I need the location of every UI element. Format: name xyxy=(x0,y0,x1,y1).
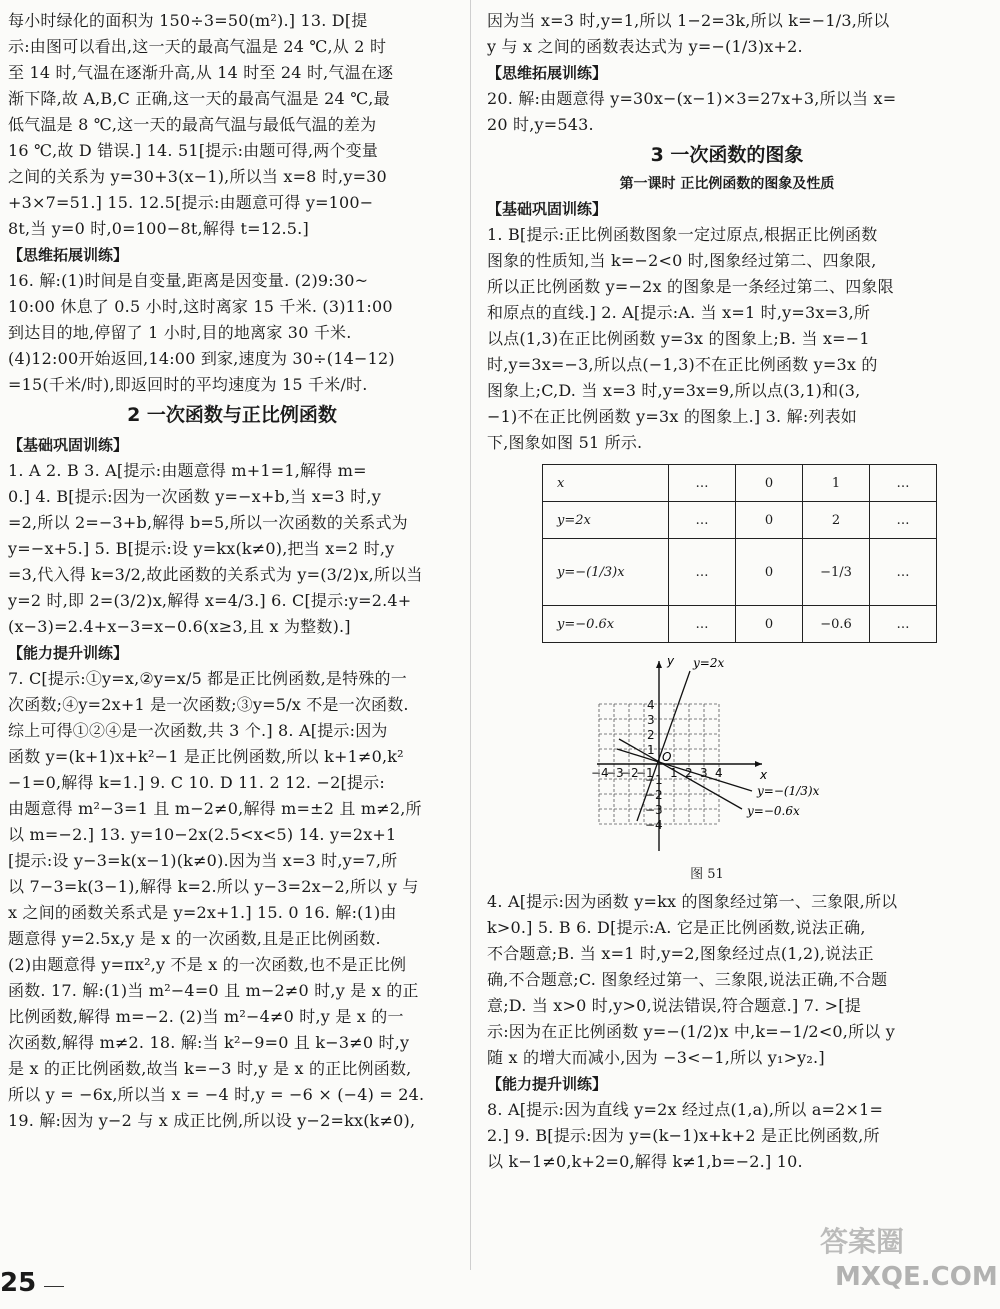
table-cell: x xyxy=(543,465,669,502)
table-cell: … xyxy=(669,539,736,606)
text-line: 渐下降,故 A,B,C 正确,这一天的最高气温是 24 ℃,最 xyxy=(8,89,390,108)
text-line: 低气温是 8 ℃,这一天的最高气温与最低气温的差为 xyxy=(8,115,377,134)
table-cell: y=−0.6x xyxy=(543,606,669,643)
table-row xyxy=(543,502,937,539)
text-line: =15(千米/时),即返回时的平均速度为 15 千米/时. xyxy=(8,375,368,394)
text-line: 所以正比例函数 y=−2x 的图象是一条经过第二、四象限 xyxy=(487,277,894,296)
right-block-3 xyxy=(487,222,967,456)
table-cell: 0 xyxy=(736,539,803,606)
text-line: 16. 解:(1)时间是自变量,距离是因变量. (2)9:30~ xyxy=(8,271,369,290)
section-heading: 2 一次函数与正比例函数 xyxy=(127,404,337,426)
text-line: 和原点的直线.] 2. A[提示:A. 当 x=1 时,y=3x=3,所 xyxy=(487,303,871,322)
text-line: 比例函数,解得 m=−2. (2)当 m²−4≠0 时,y 是 x 的一 xyxy=(8,1007,404,1026)
text-line: 由题意得 m²−3=1 且 m−2≠0,解得 m=±2 且 m≠2,所 xyxy=(8,799,422,818)
table-cell: y=−(1/3)x xyxy=(543,539,669,606)
lesson-heading: 第一课时 正比例函数的图象及性质 xyxy=(619,176,835,192)
text-line: 以 k−1≠0,k+2=0,解得 k≠1,b=−2.] 10. xyxy=(487,1152,803,1171)
left-block-1 xyxy=(8,8,456,242)
y-tick-label: 4 xyxy=(647,698,655,712)
table-cell: … xyxy=(870,465,937,502)
text-line: 到达目的地,停留了 1 小时,目的地离家 30 千米. xyxy=(8,323,352,342)
text-line: −1)不在正比例函数 y=3x 的图象上.] 3. 解:列表如 xyxy=(487,407,858,426)
text-line: 确,不合题意;C. 图象经过第一、三象限,说法正确,不合题 xyxy=(487,970,888,989)
table-cell: 1 xyxy=(803,465,870,502)
table-cell: … xyxy=(870,606,937,643)
text-line: 至 14 时,气温在逐渐升高,从 14 时至 24 时,气温在逐 xyxy=(8,63,394,82)
text-line: 19. 解:因为 y−2 与 x 成正比例,所以设 y−2=kx(k≠0), xyxy=(8,1111,416,1130)
text-line: 函数. 17. 解:(1)当 m²−4=0 且 m−2≠0 时,y 是 x 的正 xyxy=(8,981,419,1000)
y-tick-label: 3 xyxy=(647,713,655,727)
text-line: 不合题意;B. 当 x=1 时,y=2,图象经过点(1,2),说法正 xyxy=(487,944,874,963)
text-line: k>0.] 5. B 6. D[提示:A. 它是正比例函数,说法正确, xyxy=(487,918,866,937)
y-tick-label: 2 xyxy=(647,728,655,742)
text-line: 8. A[提示:因为直线 y=2x 经过点(1,a),所以 a=2×1= xyxy=(487,1100,884,1119)
table-row xyxy=(543,465,937,502)
text-line: 之间的关系为 y=30+3(x−1),所以当 x=8 时,y=30 xyxy=(8,167,387,186)
x-tick-label: 2 xyxy=(685,766,693,780)
text-line: 次函数;④y=2x+1 是一次函数;③y=5/x 不是一次函数. xyxy=(8,695,409,714)
y-tick-label: −2 xyxy=(645,788,663,802)
section-label-thinking: 【思维拓展训练】 xyxy=(8,246,129,264)
text-line: 次函数,解得 m≠2. 18. 解:当 k²−9=0 且 k−3≠0 时,y xyxy=(8,1033,410,1052)
table-row xyxy=(543,606,937,643)
y-tick-label: −4 xyxy=(645,818,663,832)
text-line: 8t,当 y=0 时,0=100−8t,解得 t=12.5.] xyxy=(8,219,309,238)
graph-svg xyxy=(557,651,857,861)
y-axis-arrow xyxy=(656,661,662,668)
x-axis-arrow xyxy=(755,761,762,767)
text-line: 每小时绿化的面积为 150÷3=50(m²).] 13. D[提 xyxy=(8,11,368,30)
table-cell: 0 xyxy=(736,502,803,539)
right-block-1 xyxy=(487,8,967,60)
table-cell: … xyxy=(669,606,736,643)
table-row xyxy=(543,539,937,606)
table-cell: 0 xyxy=(736,465,803,502)
text-line: 函数 y=(k+1)x+k²−1 是正比例函数,所以 k+1≠0,k² xyxy=(8,747,404,766)
text-line: 随 x 的增大而减小,因为 −3<−1,所以 y₁>y₂.] xyxy=(487,1048,825,1067)
text-line: 因为当 x=3 时,y=1,所以 1−2=3k,所以 k=−1/3,所以 xyxy=(487,11,890,30)
text-line: −1=0,解得 k=1.] 9. C 10. D 11. 2 12. −2[提示: xyxy=(8,773,385,792)
left-block-2 xyxy=(8,268,456,398)
table-cell: … xyxy=(870,539,937,606)
table-cell: −1/3 xyxy=(803,539,870,606)
section-label-ability: 【能力提升训练】 xyxy=(8,644,129,662)
figure-caption: 图 51 xyxy=(690,867,724,882)
line-label-neg-third: y=−(1/3)x xyxy=(757,784,820,798)
text-line: 所以 y = −6x,所以当 x = −4 时,y = −6 × (−4) = 24. xyxy=(8,1085,425,1104)
table-cell: … xyxy=(870,502,937,539)
x-tick-label: −3 xyxy=(606,766,624,780)
text-line: 4. A[提示:因为函数 y=kx 的图象经过第一、三象限,所以 xyxy=(487,892,898,911)
section-label-thinking: 【思维拓展训练】 xyxy=(487,64,608,82)
section-heading: 3 一次函数的图象 xyxy=(650,144,804,166)
text-line: 2.] 9. B[提示:因为 y=(k−1)x+k+2 是正比例函数,所 xyxy=(487,1126,880,1145)
text-line: [提示:设 y−3=k(x−1)(k≠0).因为当 x=3 时,y=7,所 xyxy=(8,851,398,870)
y-tick-label: −3 xyxy=(645,803,663,817)
section-label-basic: 【基础巩固训练】 xyxy=(8,436,129,454)
watermark-url: MXQE.COM xyxy=(835,1262,998,1292)
x-axis-label: x xyxy=(760,768,768,782)
line-label-2x: y=2x xyxy=(693,656,725,670)
text-line: 1. B[提示:正比例函数图象一定过原点,根据正比例函数 xyxy=(487,225,878,244)
text-line: 综上可得①②④是一次函数,共 3 个.] 8. A[提示:因为 xyxy=(8,721,388,740)
text-line: 20 时,y=543. xyxy=(487,115,594,134)
table-cell: … xyxy=(669,502,736,539)
text-line: 示:由图可以看出,这一天的最高气温是 24 ℃,从 2 时 xyxy=(8,37,387,56)
text-line: 10:00 休息了 0.5 小时,这时离家 15 千米. (3)11:00 xyxy=(8,297,393,316)
x-tick-label: −1 xyxy=(636,766,654,780)
text-line: =2,所以 2=−3+b,解得 b=5,所以一次函数的关系式为 xyxy=(8,513,408,532)
right-block-4 xyxy=(487,889,967,1071)
x-tick-label: 4 xyxy=(715,766,723,780)
y-tick-label: 1 xyxy=(647,743,655,757)
text-line: =3,代入得 k=3/2,故此函数的关系式为 y=(3/2)x,所以当 xyxy=(8,565,423,584)
table-cell: 0 xyxy=(736,606,803,643)
value-table xyxy=(542,464,937,643)
text-line: (4)12:00开始返回,14:00 到家,速度为 30÷(14−12) xyxy=(8,349,395,368)
text-line: 20. 解:由题意得 y=30x−(x−1)×3=27x+3,所以当 x= xyxy=(487,89,897,108)
text-line: y=2 时,即 2=(3/2)x,解得 x=4/3.] 6. C[提示:y=2.4+ xyxy=(8,591,412,610)
text-line: 0.] 4. B[提示:因为一次函数 y=−x+b,当 x=3 时,y xyxy=(8,487,381,506)
text-line: 以 7−3=k(3−1),解得 k=2.所以 y−3=2x−2,所以 y 与 xyxy=(8,877,419,896)
text-line: (x−3)=2.4+x−3=x−0.6(x≥3,且 x 为整数).] xyxy=(8,617,351,636)
right-block-5 xyxy=(487,1097,967,1175)
origin-label: O xyxy=(662,750,672,764)
text-line: (2)由题意得 y=πx²,y 不是 x 的一次函数,也不是正比例 xyxy=(8,955,407,974)
text-line: 以点(1,3)在正比例函数 y=3x 的图象上;B. 当 x=−1 xyxy=(487,329,870,348)
line-label-neg-0-6: y=−0.6x xyxy=(747,804,800,818)
table-cell: −0.6 xyxy=(803,606,870,643)
text-line: 16 ℃,故 D 错误.] 14. 51[提示:由题可得,两个变量 xyxy=(8,141,379,160)
column-divider xyxy=(470,0,471,1270)
watermark-logo: 答案圈 xyxy=(820,1225,905,1258)
page-number: 25 xyxy=(0,1268,37,1298)
table-cell: … xyxy=(669,465,736,502)
text-line: 是 x 的正比例函数,故当 k=−3 时,y 是 x 的正比例函数, xyxy=(8,1059,412,1078)
page-number-rule xyxy=(44,1286,64,1287)
text-line: 题意得 y=2.5x,y 是 x 的一次函数,且是正比例函数. xyxy=(8,929,381,948)
text-line: 下,图象如图 51 所示. xyxy=(487,433,643,452)
x-tick-label: 3 xyxy=(700,766,708,780)
text-line: y 与 x 之间的函数表达式为 y=−(1/3)x+2. xyxy=(487,37,803,56)
x-tick-label: −4 xyxy=(591,766,609,780)
y-tick-label: −1 xyxy=(645,773,663,787)
left-block-4 xyxy=(8,666,456,1134)
section-label-ability: 【能力提升训练】 xyxy=(487,1075,608,1093)
left-column xyxy=(8,8,456,1134)
text-line: 意;D. 当 x>0 时,y>0,说法错误,符合题意.] 7. >[提 xyxy=(487,996,861,1015)
text-line: 图象上;C,D. 当 x=3 时,y=3x=9,所以点(3,1)和(3, xyxy=(487,381,861,400)
text-line: 示:因为在正比例函数 y=−(1/2)x 中,k=−1/2<0,所以 y xyxy=(487,1022,896,1041)
text-line: 以 m=−2.] 13. y=10−2x(2.5<x<5) 14. y=2x+1 xyxy=(8,825,397,844)
right-block-2 xyxy=(487,86,967,138)
text-line: 1. A 2. B 3. A[提示:由题意得 m+1=1,解得 m= xyxy=(8,461,367,480)
text-line: 7. C[提示:①y=x,②y=x/5 都是正比例函数,是特殊的一 xyxy=(8,669,407,688)
text-line: y=−x+5.] 5. B[提示:设 y=kx(k≠0),把当 x=2 时,y xyxy=(8,539,395,558)
right-column xyxy=(487,8,967,1175)
text-line: x 之间的函数关系式是 y=2x+1.] 15. 0 16. 解:(1)由 xyxy=(8,903,397,922)
table-cell: 2 xyxy=(803,502,870,539)
text-line: +3×7=51.] 15. 12.5[提示:由题意可得 y=100− xyxy=(8,193,374,212)
text-line: 时,y=3x=−3,所以点(−1,3)不在正比例函数 y=3x 的 xyxy=(487,355,878,374)
table-cell: y=2x xyxy=(543,502,669,539)
x-tick-label: −2 xyxy=(621,766,639,780)
function-graph xyxy=(557,651,857,861)
left-block-3 xyxy=(8,458,456,640)
section-label-basic: 【基础巩固训练】 xyxy=(487,200,608,218)
text-line: 图象的性质知,当 k=−2<0 时,图象经过第二、四象限, xyxy=(487,251,877,270)
y-axis-label: y xyxy=(667,654,675,668)
x-tick-label: 1 xyxy=(670,766,678,780)
